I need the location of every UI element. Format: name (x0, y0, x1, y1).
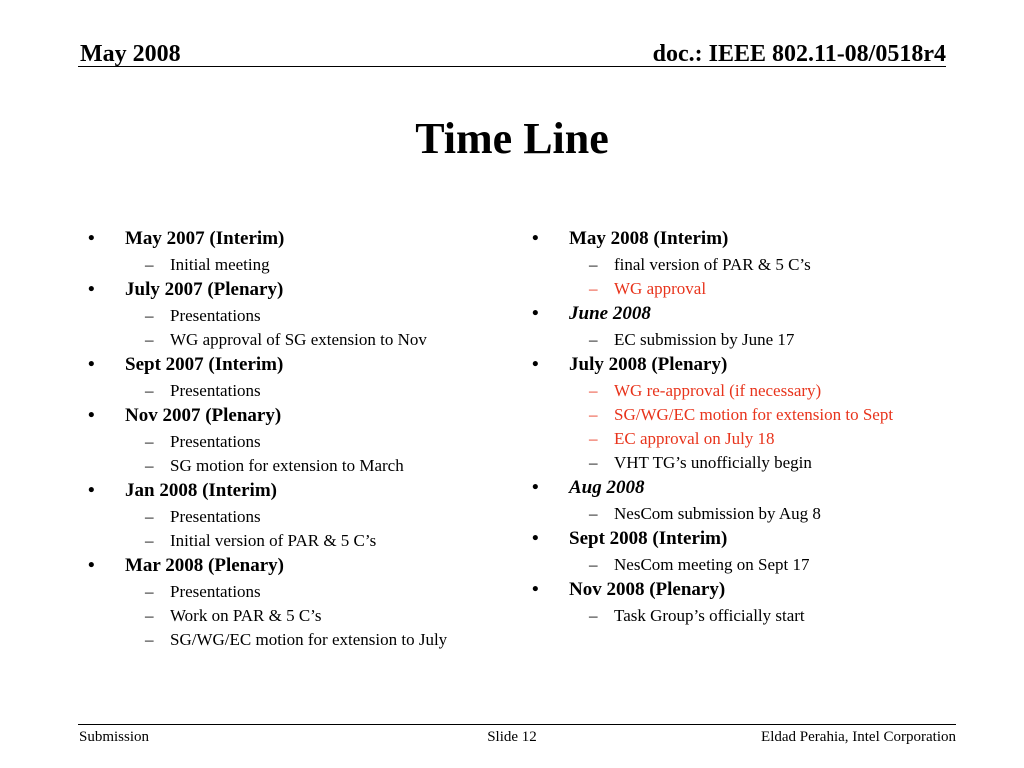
timeline-subitem (569, 453, 927, 473)
header-doc-id: doc.: IEEE 802.11-08/0518r4 (652, 41, 946, 67)
timeline-bullet (532, 353, 927, 473)
timeline-bullet (88, 353, 483, 401)
bullet-marker: • (532, 303, 539, 324)
subitem-text: Presentations (170, 432, 261, 451)
timeline-subitem (125, 606, 483, 626)
bullet-label: July 2008 (Plenary) (569, 354, 728, 375)
dash-marker: – (589, 453, 598, 472)
dash-marker: – (589, 279, 598, 298)
timeline-subitem (125, 531, 483, 551)
sub-list (569, 606, 927, 626)
subitem-text: SG/WG/EC motion for extension to July (170, 630, 448, 649)
subitem-text: WG approval (614, 279, 707, 298)
subitem-text: Task Group’s officially start (614, 606, 805, 625)
sub-list (569, 504, 927, 524)
subitem-text: SG/WG/EC motion for extension to Sept (614, 405, 894, 424)
subitem-text: SG motion for extension to March (170, 456, 404, 475)
bullet-label: May 2007 (Interim) (125, 228, 285, 249)
footer-author: Eldad Perahia, Intel Corporation (761, 729, 956, 745)
timeline-subitem (569, 279, 927, 299)
timeline-subitem (125, 507, 483, 527)
subitem-text: EC approval on July 18 (614, 429, 775, 448)
bullet-marker: • (88, 354, 95, 375)
timeline-subitem (569, 504, 927, 524)
bullet-label: Sept 2007 (Interim) (125, 354, 284, 375)
dash-marker: – (145, 330, 154, 349)
dash-marker: – (589, 330, 598, 349)
dash-marker: – (145, 531, 154, 550)
sub-list (569, 255, 927, 299)
subitem-text: Presentations (170, 507, 261, 526)
footer-submission: Submission (79, 729, 150, 745)
bullet-marker: • (532, 228, 539, 249)
dash-marker: – (589, 606, 598, 625)
timeline-bullet (88, 278, 483, 350)
timeline-subitem (125, 381, 483, 401)
bullet-label: Mar 2008 (Plenary) (125, 555, 284, 576)
timeline-subitem (125, 330, 483, 350)
timeline-subitem (125, 582, 483, 602)
timeline-subitem (569, 555, 927, 575)
timeline-bullet (88, 404, 483, 476)
slide-title: Time Line (415, 114, 609, 163)
bullet-label: May 2008 (Interim) (569, 228, 729, 249)
subitem-text: final version of PAR & 5 C’s (614, 255, 811, 274)
subitem-text: Initial meeting (170, 255, 270, 274)
dash-marker: – (145, 255, 154, 274)
subitem-text: Presentations (170, 582, 261, 601)
dash-marker: – (145, 582, 154, 601)
dash-marker: – (145, 456, 154, 475)
timeline-bullet (532, 476, 927, 524)
dash-marker: – (589, 255, 598, 274)
subitem-text: NesCom submission by Aug 8 (614, 504, 821, 523)
sub-list (125, 381, 483, 401)
dash-marker: – (145, 306, 154, 325)
bullet-label: Aug 2008 (569, 477, 645, 498)
bullet-marker: • (88, 480, 95, 501)
footer-divider (78, 724, 956, 725)
timeline-subitem (125, 630, 483, 650)
timeline-bullet (88, 554, 483, 650)
bullet-marker: • (532, 528, 539, 549)
timeline-subitem (569, 381, 927, 401)
bullet-marker: • (88, 405, 95, 426)
bullet-label: July 2007 (Plenary) (125, 279, 284, 300)
timeline-bullet (532, 527, 927, 575)
subitem-text: Presentations (170, 381, 261, 400)
bullet-marker: • (88, 228, 95, 249)
dash-marker: – (589, 381, 598, 400)
dash-marker: – (145, 507, 154, 526)
subitem-text: Presentations (170, 306, 261, 325)
sub-list (569, 381, 927, 473)
sub-list (125, 306, 483, 350)
timeline-bullet (532, 302, 927, 350)
bullet-label: Nov 2007 (Plenary) (125, 405, 282, 426)
header-date: May 2008 (80, 41, 181, 67)
header-divider (78, 66, 946, 67)
timeline-subitem (569, 255, 927, 275)
sub-list (125, 582, 483, 650)
sub-list (569, 555, 927, 575)
dash-marker: – (145, 606, 154, 625)
sub-list (125, 432, 483, 476)
timeline-bullet (88, 479, 483, 551)
sub-list (125, 507, 483, 551)
timeline-bullet (532, 578, 927, 626)
bullet-label: Nov 2008 (Plenary) (569, 579, 726, 600)
bullet-marker: • (532, 579, 539, 600)
subitem-text: Work on PAR & 5 C’s (170, 606, 322, 625)
timeline-subitem (569, 330, 927, 350)
timeline-column-left (88, 224, 483, 650)
timeline-subitem (125, 255, 483, 275)
bullet-label: Jan 2008 (Interim) (125, 480, 277, 501)
timeline-subitem (125, 456, 483, 476)
dash-marker: – (589, 429, 598, 448)
sub-list (569, 330, 927, 350)
timeline-bullet (88, 227, 483, 275)
timeline-bullet (532, 227, 927, 299)
bullet-marker: • (88, 279, 95, 300)
subitem-text: Initial version of PAR & 5 C’s (170, 531, 377, 550)
dash-marker: – (145, 381, 154, 400)
dash-marker: – (589, 405, 598, 424)
subitem-text: NesCom meeting on Sept 17 (614, 555, 810, 574)
timeline-subitem (125, 432, 483, 452)
subitem-text: VHT TG’s unofficially begin (614, 453, 812, 472)
bullet-label: Sept 2008 (Interim) (569, 528, 728, 549)
dash-marker: – (589, 504, 598, 523)
timeline-subitem (125, 306, 483, 326)
timeline-subitem (569, 405, 927, 425)
timeline-subitem (569, 606, 927, 626)
subitem-text: WG approval of SG extension to Nov (170, 330, 427, 349)
subitem-text: EC submission by June 17 (614, 330, 795, 349)
bullet-label: June 2008 (569, 303, 651, 324)
dash-marker: – (145, 630, 154, 649)
bullet-marker: • (88, 555, 95, 576)
timeline-column-right (532, 224, 927, 626)
timeline-subitem (569, 429, 927, 449)
subitem-text: WG re-approval (if necessary) (614, 381, 822, 400)
footer-slide-number: Slide 12 (487, 729, 537, 745)
dash-marker: – (589, 555, 598, 574)
sub-list (125, 255, 483, 275)
bullet-marker: • (532, 354, 539, 375)
dash-marker: – (145, 432, 154, 451)
bullet-marker: • (532, 477, 539, 498)
